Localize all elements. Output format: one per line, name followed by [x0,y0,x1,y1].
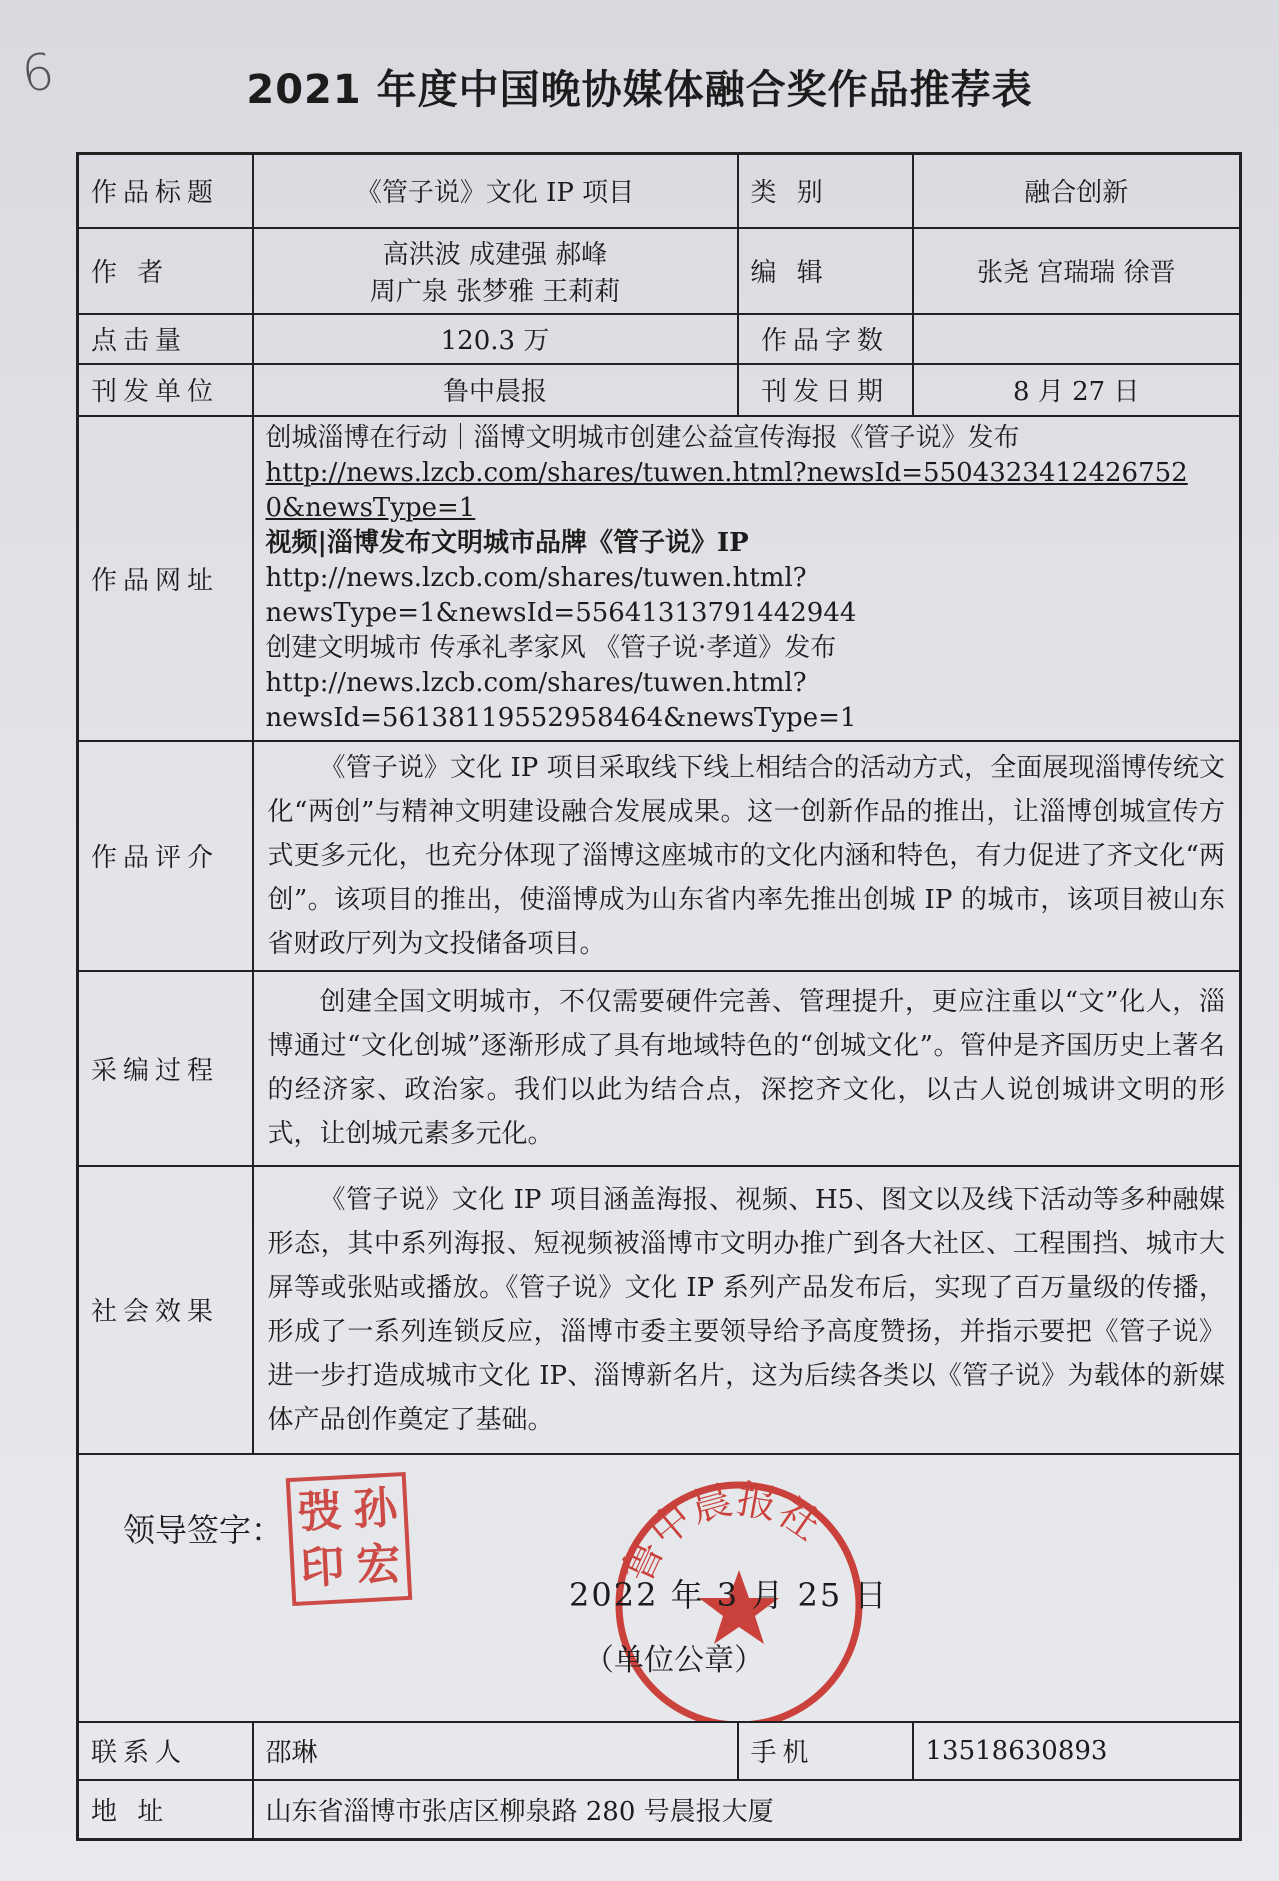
signature-label: 领导签字： [123,1510,284,1549]
value-category: 融合创新 [913,154,1241,228]
signature-cell [78,1454,1241,1722]
url-link-1[interactable]: http://news.lzcb.com/shares/tuwen.html?newsId=5504323412426752 0&newsType=1 [265,457,1188,523]
label-publish-date: 刊发日期 [738,364,913,416]
row-signature [78,1454,1241,1722]
url-title-2: 视频|淄博发布文明城市品牌《管子说》IP [265,527,749,558]
value-publish-date: 8 月 27 日 [913,364,1241,416]
label-work-title: 作品标题 [78,154,253,228]
form-title: 2021 年度中国晚协媒体融合奖作品推荐表 [246,67,1033,113]
label-category: 类 别 [738,154,913,228]
value-contact: 邵琳 [253,1722,738,1780]
value-word-count [913,314,1241,364]
value-publisher: 鲁中晨报 [253,364,738,416]
label-effect: 社会效果 [78,1166,253,1454]
signature-date: 2022 年 3 月 25 日 [569,1575,889,1614]
page-number: 6 [18,42,58,104]
row-work-title [78,154,1241,228]
label-urls: 作品网址 [78,416,253,741]
personal-seal: 弢 孙 印 宏 [286,1471,413,1605]
url-title-1: 创城淄博在行动｜淄博文明城市创建公益宣传海报《管子说》发布 [265,422,1020,453]
label-word-count: 作品字数 [738,314,913,364]
value-clicks: 120.3 万 [253,314,738,364]
value-work-title: 《管子说》文化 IP 项目 [253,154,738,228]
authors-line-1: 高洪波 成建强 郝峰 [382,239,608,270]
row-clicks [78,314,1241,364]
value-review: 《管子说》文化 IP 项目采取线下线上相结合的活动方式，全面展现淄博传统文化“两创”与精神文明建设融合发展成果。这一创新作品的推出，让淄博创城宣传方式更多元化，也充分体现了淄博这座城市的文化内涵和特色，有力促进了齐文化“两创”。该项目的推出，使淄博成为山东省内率先推出创城 IP 的城市，该项目被山东省财政厅列为文投储备项目。 [253,741,1241,971]
url-link-3[interactable]: http://news.lzcb.com/shares/tuwen.html?newsId=56138119552958464&newsType=1 [265,667,857,733]
label-phone: 手机 [738,1722,913,1780]
label-contact: 联系人 [78,1722,253,1780]
authors-line-2: 周广泉 张梦雅 王莉莉 [369,276,621,307]
url-link-2[interactable]: http://news.lzcb.com/shares/tuwen.html?newsType=1&newsId=55641313791442944 [265,562,857,628]
label-review: 作品评介 [78,741,253,971]
row-publisher [78,364,1241,416]
row-authors [78,228,1241,314]
value-urls [253,416,1241,741]
label-publisher: 刊发单位 [78,364,253,416]
value-phone: 13518630893 [913,1722,1241,1780]
row-review [78,741,1241,971]
label-process: 采编过程 [78,971,253,1166]
label-clicks: 点击量 [78,314,253,364]
recommendation-form [76,152,1242,1841]
label-address: 地 址 [78,1780,253,1840]
row-address [78,1780,1241,1840]
svg-text:鲁中晨报社: 鲁中晨报社 [614,1475,829,1589]
row-process [78,971,1241,1166]
row-urls [78,416,1241,741]
value-editors: 张尧 宫瑞瑞 徐晋 [913,228,1241,314]
label-authors: 作 者 [78,228,253,314]
unit-seal-caption: （单位公章） [584,1642,764,1678]
value-process: 创建全国文明城市，不仅需要硬件完善、管理提升，更应注重以“文”化人，淄博通过“文化创城”逐渐形成了具有地域特色的“创城文化”。管仲是齐国历史上著名的经济家、政治家。我们以此为结合点，深挖齐文化，以古人说创城讲文明的形式，让创城元素多元化。 [253,971,1241,1166]
row-effect [78,1166,1241,1454]
value-effect: 《管子说》文化 IP 项目涵盖海报、视频、H5、图文以及线下活动等多种融媒形态，其中系列海报、短视频被淄博市文明办推广到各大社区、工程围挡、城市大屏等或张贴或播放。《管子说》文化 IP 系列产品发布后，实现了百万量级的传播，形成了一系列连锁反应，淄博市委主要领导给予高度赞扬，并指示要把《管子说》进一步打造成城市文化 IP、淄博新名片，这为后续各类以《管子说》为载体的新媒体产品创作奠定了基础。 [253,1166,1241,1454]
label-editors: 编 辑 [738,228,913,314]
value-authors [253,228,738,314]
url-title-3: 创建文明城市 传承礼孝家风 《管子说·孝道》发布 [265,632,837,663]
value-address: 山东省淄博市张店区柳泉路 280 号晨报大厦 [253,1780,1241,1840]
row-contact [78,1722,1241,1780]
